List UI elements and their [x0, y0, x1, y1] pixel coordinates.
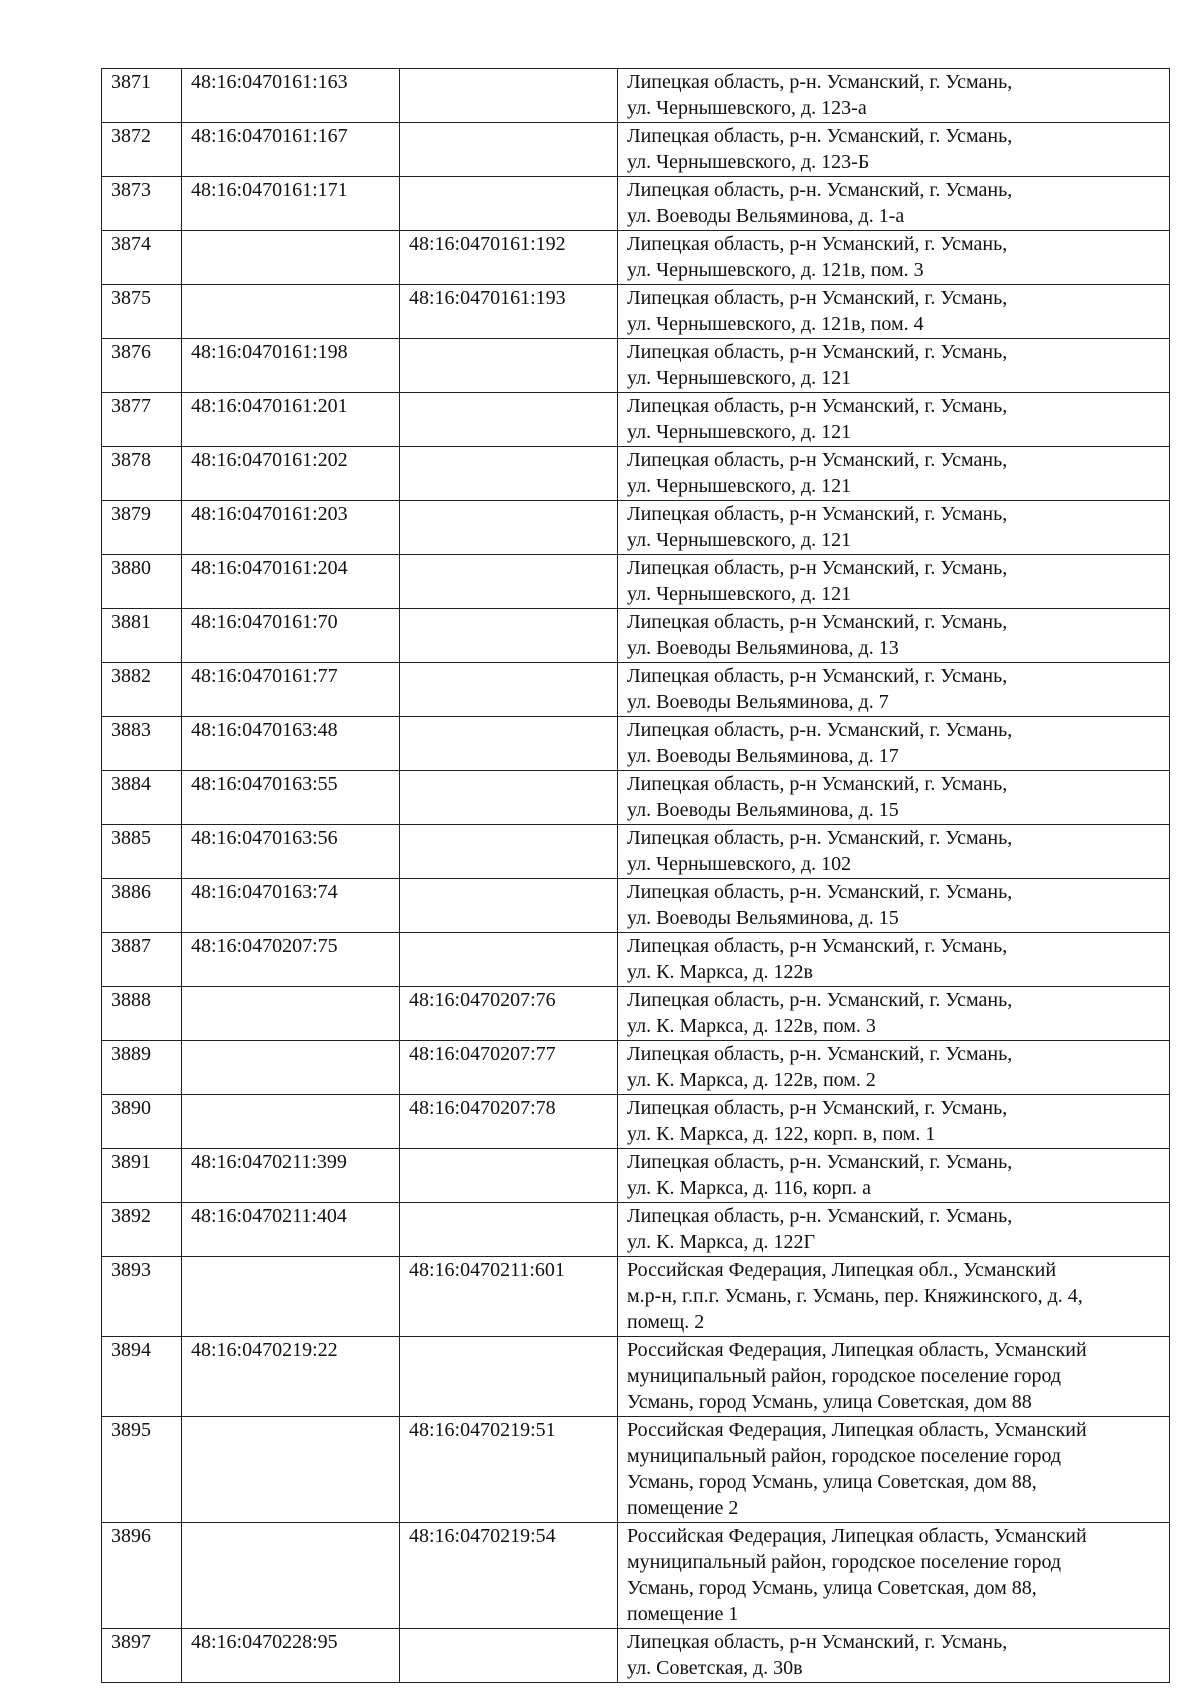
address-cell: Липецкая область, р-н. Усманский, г. Усмань, ул. Чернышевского, д. 102 [618, 825, 1170, 879]
address-cell: Липецкая область, р-н Усманский, г. Усмань, ул. Чернышевского, д. 121 [618, 501, 1170, 555]
address-cell: Липецкая область, р-н. Усманский, г. Усмань, ул. Чернышевского, д. 123-а [618, 69, 1170, 123]
address-cell: Российская Федерация, Липецкая обл., Усманский м.р-н, г.п.г. Усмань, г. Усмань, пер. Княжинского, д. 4, помещ. 2 [618, 1257, 1170, 1337]
address-cell: Российская Федерация, Липецкая область, Усманский муниципальный район, городское поселение город Усмань, город Усмань, улица Советская, дом 88 [618, 1337, 1170, 1417]
address-cell: Липецкая область, р-н. Усманский, г. Усмань, ул. К. Маркса, д. 122в, пом. 3 [618, 987, 1170, 1041]
land-cadastral-number-cell: 48:16:0470161:198 [182, 339, 400, 393]
table-row [102, 393, 1170, 447]
table-row [102, 825, 1170, 879]
object-cadastral-number-cell: 48:16:0470207:78 [400, 1095, 618, 1149]
row-number-cell: 3879 [102, 501, 182, 555]
land-cadastral-number-cell: 48:16:0470211:404 [182, 1203, 400, 1257]
object-cadastral-number-cell [400, 1149, 618, 1203]
object-cadastral-number-cell [400, 339, 618, 393]
row-number-cell: 3881 [102, 609, 182, 663]
table-row [102, 879, 1170, 933]
address-cell: Липецкая область, р-н. Усманский, г. Усмань, ул. Воеводы Вельяминова, д. 15 [618, 879, 1170, 933]
row-number-cell: 3888 [102, 987, 182, 1041]
land-cadastral-number-cell: 48:16:0470161:70 [182, 609, 400, 663]
object-cadastral-number-cell: 48:16:0470207:77 [400, 1041, 618, 1095]
object-cadastral-number-cell: 48:16:0470211:601 [400, 1257, 618, 1337]
document-page [101, 68, 1169, 1683]
address-cell: Липецкая область, р-н Усманский, г. Усмань, ул. Воеводы Вельяминова, д. 7 [618, 663, 1170, 717]
row-number-cell: 3874 [102, 231, 182, 285]
land-cadastral-number-cell [182, 1417, 400, 1523]
table-row [102, 177, 1170, 231]
table-row [102, 1149, 1170, 1203]
table-row [102, 285, 1170, 339]
land-cadastral-number-cell [182, 1257, 400, 1337]
land-cadastral-number-cell: 48:16:0470163:56 [182, 825, 400, 879]
table-row [102, 1337, 1170, 1417]
row-number-cell: 3877 [102, 393, 182, 447]
land-cadastral-number-cell: 48:16:0470228:95 [182, 1629, 400, 1683]
table-row [102, 933, 1170, 987]
table-row [102, 1523, 1170, 1629]
object-cadastral-number-cell [400, 879, 618, 933]
object-cadastral-number-cell [400, 825, 618, 879]
land-cadastral-number-cell: 48:16:0470161:204 [182, 555, 400, 609]
table-row [102, 123, 1170, 177]
table-row [102, 1417, 1170, 1523]
table-row [102, 987, 1170, 1041]
object-cadastral-number-cell: 48:16:0470161:192 [400, 231, 618, 285]
object-cadastral-number-cell: 48:16:0470219:51 [400, 1417, 618, 1523]
address-cell: Липецкая область, р-н Усманский, г. Усмань, ул. К. Маркса, д. 122, корп. в, пом. 1 [618, 1095, 1170, 1149]
row-number-cell: 3876 [102, 339, 182, 393]
land-cadastral-number-cell: 48:16:0470163:74 [182, 879, 400, 933]
object-cadastral-number-cell [400, 555, 618, 609]
row-number-cell: 3883 [102, 717, 182, 771]
address-cell: Липецкая область, р-н. Усманский, г. Усмань, ул. Чернышевского, д. 123-Б [618, 123, 1170, 177]
row-number-cell: 3886 [102, 879, 182, 933]
table-row [102, 555, 1170, 609]
land-cadastral-number-cell: 48:16:0470211:399 [182, 1149, 400, 1203]
object-cadastral-number-cell [400, 771, 618, 825]
table-row [102, 447, 1170, 501]
table-row [102, 1257, 1170, 1337]
object-cadastral-number-cell [400, 1337, 618, 1417]
land-cadastral-number-cell: 48:16:0470161:77 [182, 663, 400, 717]
address-cell: Липецкая область, р-н. Усманский, г. Усмань, ул. К. Маркса, д. 116, корп. а [618, 1149, 1170, 1203]
object-cadastral-number-cell [400, 663, 618, 717]
object-cadastral-number-cell: 48:16:0470207:76 [400, 987, 618, 1041]
object-cadastral-number-cell [400, 1203, 618, 1257]
land-cadastral-number-cell [182, 285, 400, 339]
table-row [102, 663, 1170, 717]
address-cell: Липецкая область, р-н. Усманский, г. Усмань, ул. К. Маркса, д. 122в, пом. 2 [618, 1041, 1170, 1095]
address-cell: Липецкая область, р-н Усманский, г. Усмань, ул. Чернышевского, д. 121в, пом. 4 [618, 285, 1170, 339]
address-cell: Липецкая область, р-н Усманский, г. Усмань, ул. Чернышевского, д. 121 [618, 339, 1170, 393]
land-cadastral-number-cell: 48:16:0470161:171 [182, 177, 400, 231]
row-number-cell: 3894 [102, 1337, 182, 1417]
table-row [102, 1095, 1170, 1149]
row-number-cell: 3880 [102, 555, 182, 609]
object-cadastral-number-cell [400, 717, 618, 771]
address-cell: Липецкая область, р-н Усманский, г. Усмань, ул. Чернышевского, д. 121 [618, 393, 1170, 447]
row-number-cell: 3887 [102, 933, 182, 987]
table-row [102, 231, 1170, 285]
table-row [102, 771, 1170, 825]
row-number-cell: 3897 [102, 1629, 182, 1683]
address-cell: Липецкая область, р-н. Усманский, г. Усмань, ул. К. Маркса, д. 122Г [618, 1203, 1170, 1257]
address-cell: Липецкая область, р-н Усманский, г. Усмань, ул. Чернышевского, д. 121 [618, 555, 1170, 609]
land-cadastral-number-cell [182, 1095, 400, 1149]
land-cadastral-number-cell [182, 1041, 400, 1095]
table-row [102, 717, 1170, 771]
object-cadastral-number-cell [400, 69, 618, 123]
row-number-cell: 3895 [102, 1417, 182, 1523]
row-number-cell: 3875 [102, 285, 182, 339]
row-number-cell: 3896 [102, 1523, 182, 1629]
table-row [102, 339, 1170, 393]
row-number-cell: 3891 [102, 1149, 182, 1203]
land-cadastral-number-cell: 48:16:0470219:22 [182, 1337, 400, 1417]
table-row [102, 1203, 1170, 1257]
address-cell: Российская Федерация, Липецкая область, Усманский муниципальный район, городское поселение город Усмань, город Усмань, улица Советская, дом 88, помещение 1 [618, 1523, 1170, 1629]
object-cadastral-number-cell [400, 609, 618, 663]
object-cadastral-number-cell [400, 1629, 618, 1683]
row-number-cell: 3878 [102, 447, 182, 501]
object-cadastral-number-cell: 48:16:0470161:193 [400, 285, 618, 339]
address-cell: Липецкая область, р-н Усманский, г. Усмань, ул. Чернышевского, д. 121в, пом. 3 [618, 231, 1170, 285]
land-cadastral-number-cell: 48:16:0470163:48 [182, 717, 400, 771]
row-number-cell: 3882 [102, 663, 182, 717]
land-cadastral-number-cell [182, 231, 400, 285]
land-cadastral-number-cell: 48:16:0470161:202 [182, 447, 400, 501]
land-cadastral-number-cell: 48:16:0470161:201 [182, 393, 400, 447]
land-cadastral-number-cell: 48:16:0470207:75 [182, 933, 400, 987]
row-number-cell: 3872 [102, 123, 182, 177]
row-number-cell: 3871 [102, 69, 182, 123]
row-number-cell: 3873 [102, 177, 182, 231]
table-row [102, 1629, 1170, 1683]
table-row [102, 609, 1170, 663]
land-cadastral-number-cell: 48:16:0470161:163 [182, 69, 400, 123]
address-cell: Липецкая область, р-н Усманский, г. Усмань, ул. Советская, д. 30в [618, 1629, 1170, 1683]
row-number-cell: 3889 [102, 1041, 182, 1095]
row-number-cell: 3884 [102, 771, 182, 825]
address-cell: Липецкая область, р-н Усманский, г. Усмань, ул. Чернышевского, д. 121 [618, 447, 1170, 501]
land-cadastral-number-cell [182, 1523, 400, 1629]
table-row [102, 501, 1170, 555]
object-cadastral-number-cell [400, 123, 618, 177]
row-number-cell: 3892 [102, 1203, 182, 1257]
address-cell: Липецкая область, р-н. Усманский, г. Усмань, ул. Воеводы Вельяминова, д. 1-а [618, 177, 1170, 231]
row-number-cell: 3885 [102, 825, 182, 879]
object-cadastral-number-cell [400, 933, 618, 987]
address-cell: Липецкая область, р-н. Усманский, г. Усмань, ул. Воеводы Вельяминова, д. 17 [618, 717, 1170, 771]
row-number-cell: 3890 [102, 1095, 182, 1149]
table-row [102, 69, 1170, 123]
object-cadastral-number-cell [400, 177, 618, 231]
address-cell: Липецкая область, р-н Усманский, г. Усмань, ул. Воеводы Вельяминова, д. 15 [618, 771, 1170, 825]
table-row [102, 1041, 1170, 1095]
registry-table-body [102, 69, 1170, 1683]
address-cell: Липецкая область, р-н Усманский, г. Усмань, ул. К. Маркса, д. 122в [618, 933, 1170, 987]
object-cadastral-number-cell: 48:16:0470219:54 [400, 1523, 618, 1629]
land-cadastral-number-cell [182, 987, 400, 1041]
land-cadastral-number-cell: 48:16:0470163:55 [182, 771, 400, 825]
object-cadastral-number-cell [400, 447, 618, 501]
object-cadastral-number-cell [400, 501, 618, 555]
object-cadastral-number-cell [400, 393, 618, 447]
registry-table [101, 68, 1170, 1683]
land-cadastral-number-cell: 48:16:0470161:167 [182, 123, 400, 177]
address-cell: Российская Федерация, Липецкая область, Усманский муниципальный район, городское поселение город Усмань, город Усмань, улица Советская, дом 88, помещение 2 [618, 1417, 1170, 1523]
address-cell: Липецкая область, р-н Усманский, г. Усмань, ул. Воеводы Вельяминова, д. 13 [618, 609, 1170, 663]
land-cadastral-number-cell: 48:16:0470161:203 [182, 501, 400, 555]
row-number-cell: 3893 [102, 1257, 182, 1337]
